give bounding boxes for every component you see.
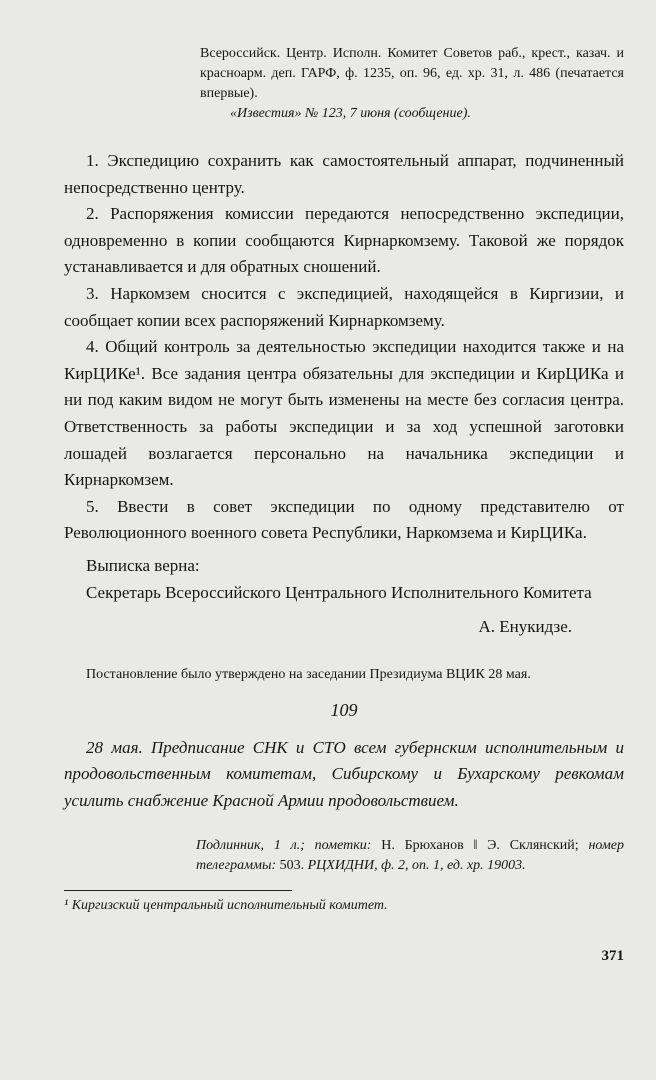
source-header	[200, 44, 624, 124]
document-title: 28 мая. Предписание СНК и СТО всем губернским исполнительным и продовольственным комитетам, Сибирскому и Бухарскому ревкомам усилить снабжение Красной Армии продовольствием.	[64, 737, 624, 810]
archive-note-telegram-number: 503.	[279, 858, 305, 874]
certification-label: Выписка верна:	[86, 555, 200, 575]
paragraph: 3. Наркомзем сносится с экспедицией, находящейся в Киргизии, и сообщает копии всех распоряжений Кирнаркомзему.	[64, 283, 624, 330]
archive-note-archive: РЦХИДНИ, ф. 2, оп. 1, ед. хр. 19003.	[307, 858, 526, 874]
resolution-body	[64, 148, 624, 547]
publication-citation: «Известия» № 123, 7 июня (сообщение).	[230, 106, 471, 121]
archive-note-telegram-label: номер телеграммы:	[196, 838, 624, 874]
paragraph: 5. Ввести в совет экспедиции по одному представителю от Революционного военного совета Республики, Наркомзема и КирЦИКа.	[64, 496, 624, 543]
signature: А. Енукидзе.	[478, 617, 572, 637]
paragraph: 1. Экспедицию сохранить как самостоятельный аппарат, подчиненный непосредственно центру.	[64, 151, 624, 197]
archive-note-original: Подлинник, 1 л.; пометки:	[196, 838, 372, 854]
approval-note: Постановление было утверждено на заседании Президиума ВЦИК 28 мая.	[86, 666, 531, 682]
archive-note-marks: Н. Брюханов ‖ Э. Склянский;	[381, 838, 579, 854]
page-number: 371	[601, 948, 624, 965]
footnote-divider	[64, 890, 292, 891]
certification	[64, 553, 624, 641]
paragraph: 2. Распоряжения комиссии передаются непосредственно экспедиции, одновременно в копии сообщаются Кирнаркомзему. Таковой же порядок устанавливается и для обратных сношений.	[64, 204, 624, 277]
document-number: 109	[330, 699, 358, 720]
footnote: ¹ Киргизский центральный исполнительный комитет.	[64, 898, 388, 914]
archive-note	[196, 836, 624, 876]
secretary-position: Секретарь Всероссийского Центрального Исполнительного Комитета	[86, 582, 592, 602]
source-citation: Всероссийск. Центр. Исполн. Комитет Советов раб., крест., казач. и красноарм. деп. ГАРФ, ф. 1235, оп. 96, ед. хр. 31, л. 486 (печатается впервые).	[200, 46, 624, 101]
paragraph: 4. Общий контроль за деятельностью экспедиции находится также и на КирЦИКе¹. Все задания центра обязательны для экспедиции и КирЦИКа и ни под каким видом не могут быть изменены на месте без согласия центра. Ответственность за работы экспедиции и за ход успешной заготовки лошадей возлагается персонально на начальника экспедиции и Кирнаркомзем.	[64, 337, 624, 490]
